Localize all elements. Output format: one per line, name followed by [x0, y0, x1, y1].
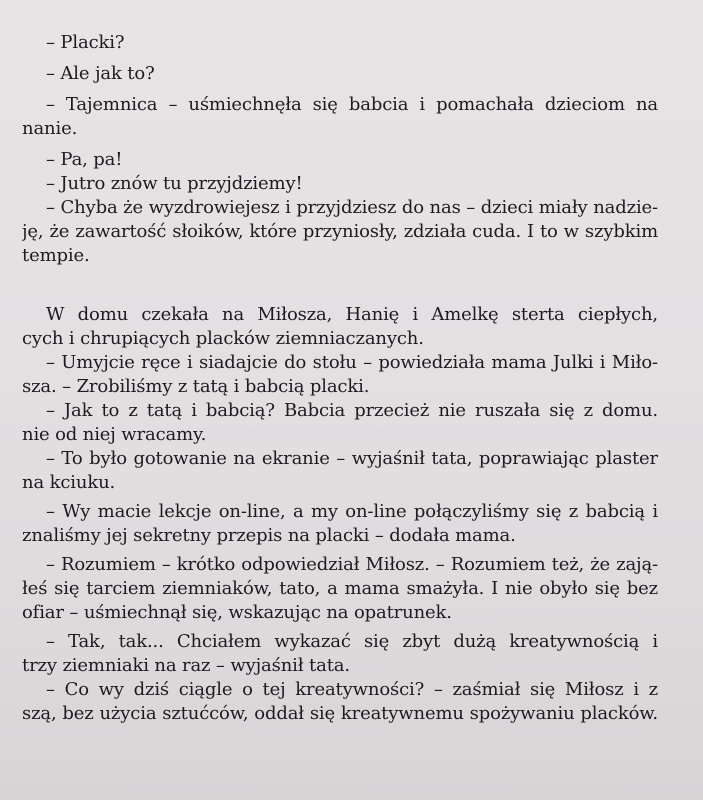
text-line: nanie. [22, 118, 78, 139]
text-line: – Ale jak to? [46, 63, 155, 84]
text-line: – Umyjcie ręce i siadajcie do stołu – powiedziała mama Julki i Miło- [46, 352, 658, 373]
text-line: – Jak to z tatą i babcią? Babcia przecież nie ruszała się z domu. [46, 400, 658, 421]
text-line: ję, że zawartość słoików, które przyniosły, zdziała cuda. I to w szybkim [22, 221, 658, 242]
text-line: ofiar – uśmiechnął się, wskazując na opatrunek. [22, 602, 452, 623]
text-line: – Jutro znów tu przyjdziemy! [46, 173, 303, 194]
text-line: – Co wy dziś ciągle o tej kreatywności? – zaśmiał się Miłosz i z [46, 679, 658, 700]
text-line: – Wy macie lekcje on-line, a my on-line połączyliśmy się z babcią i [46, 501, 658, 522]
text-line: sza. – Zrobiliśmy z tatą i babcią placki. [22, 376, 370, 397]
text-line: – To było gotowanie na ekranie – wyjaśnił tata, poprawiając plaster [46, 448, 658, 469]
text-line: – Tak, tak... Chciałem wykazać się zbyt dużą kreatywnością i [46, 631, 658, 652]
text-line: nie od niej wracamy. [22, 424, 207, 445]
text-line: cych i chrupiących placków ziemniaczanych. [22, 328, 424, 349]
text-line: na kciuku. [22, 472, 116, 493]
text-line: znaliśmy jej sekretny przepis na placki – dodała mama. [22, 525, 516, 546]
text-line: tempie. [22, 245, 90, 266]
text-line: – Tajemnica – uśmiechnęła się babcia i pomachała dzieciom na [46, 94, 658, 115]
text-line: – Chyba że wyzdrowiejesz i przyjdziesz do nas – dzieci miały nadzie- [46, 197, 658, 218]
text-line: łeś się tarciem ziemniaków, tato, a mama smażyła. I nie obyło się bez [22, 578, 658, 599]
text-line: trzy ziemniaki na raz – wyjaśnił tata. [22, 655, 350, 676]
text-line: szą, bez użycia sztućców, oddał się kreatywnemu spożywaniu placków. [22, 703, 658, 724]
text-line: W domu czekała na Miłosza, Hanię i Amelkę sterta ciepłych, [46, 304, 658, 325]
text-line: – Rozumiem – krótko odpowiedział Miłosz. – Rozumiem też, że zają- [46, 554, 658, 575]
text-line: – Placki? [46, 32, 125, 53]
text-line: – Pa, pa! [46, 149, 123, 170]
